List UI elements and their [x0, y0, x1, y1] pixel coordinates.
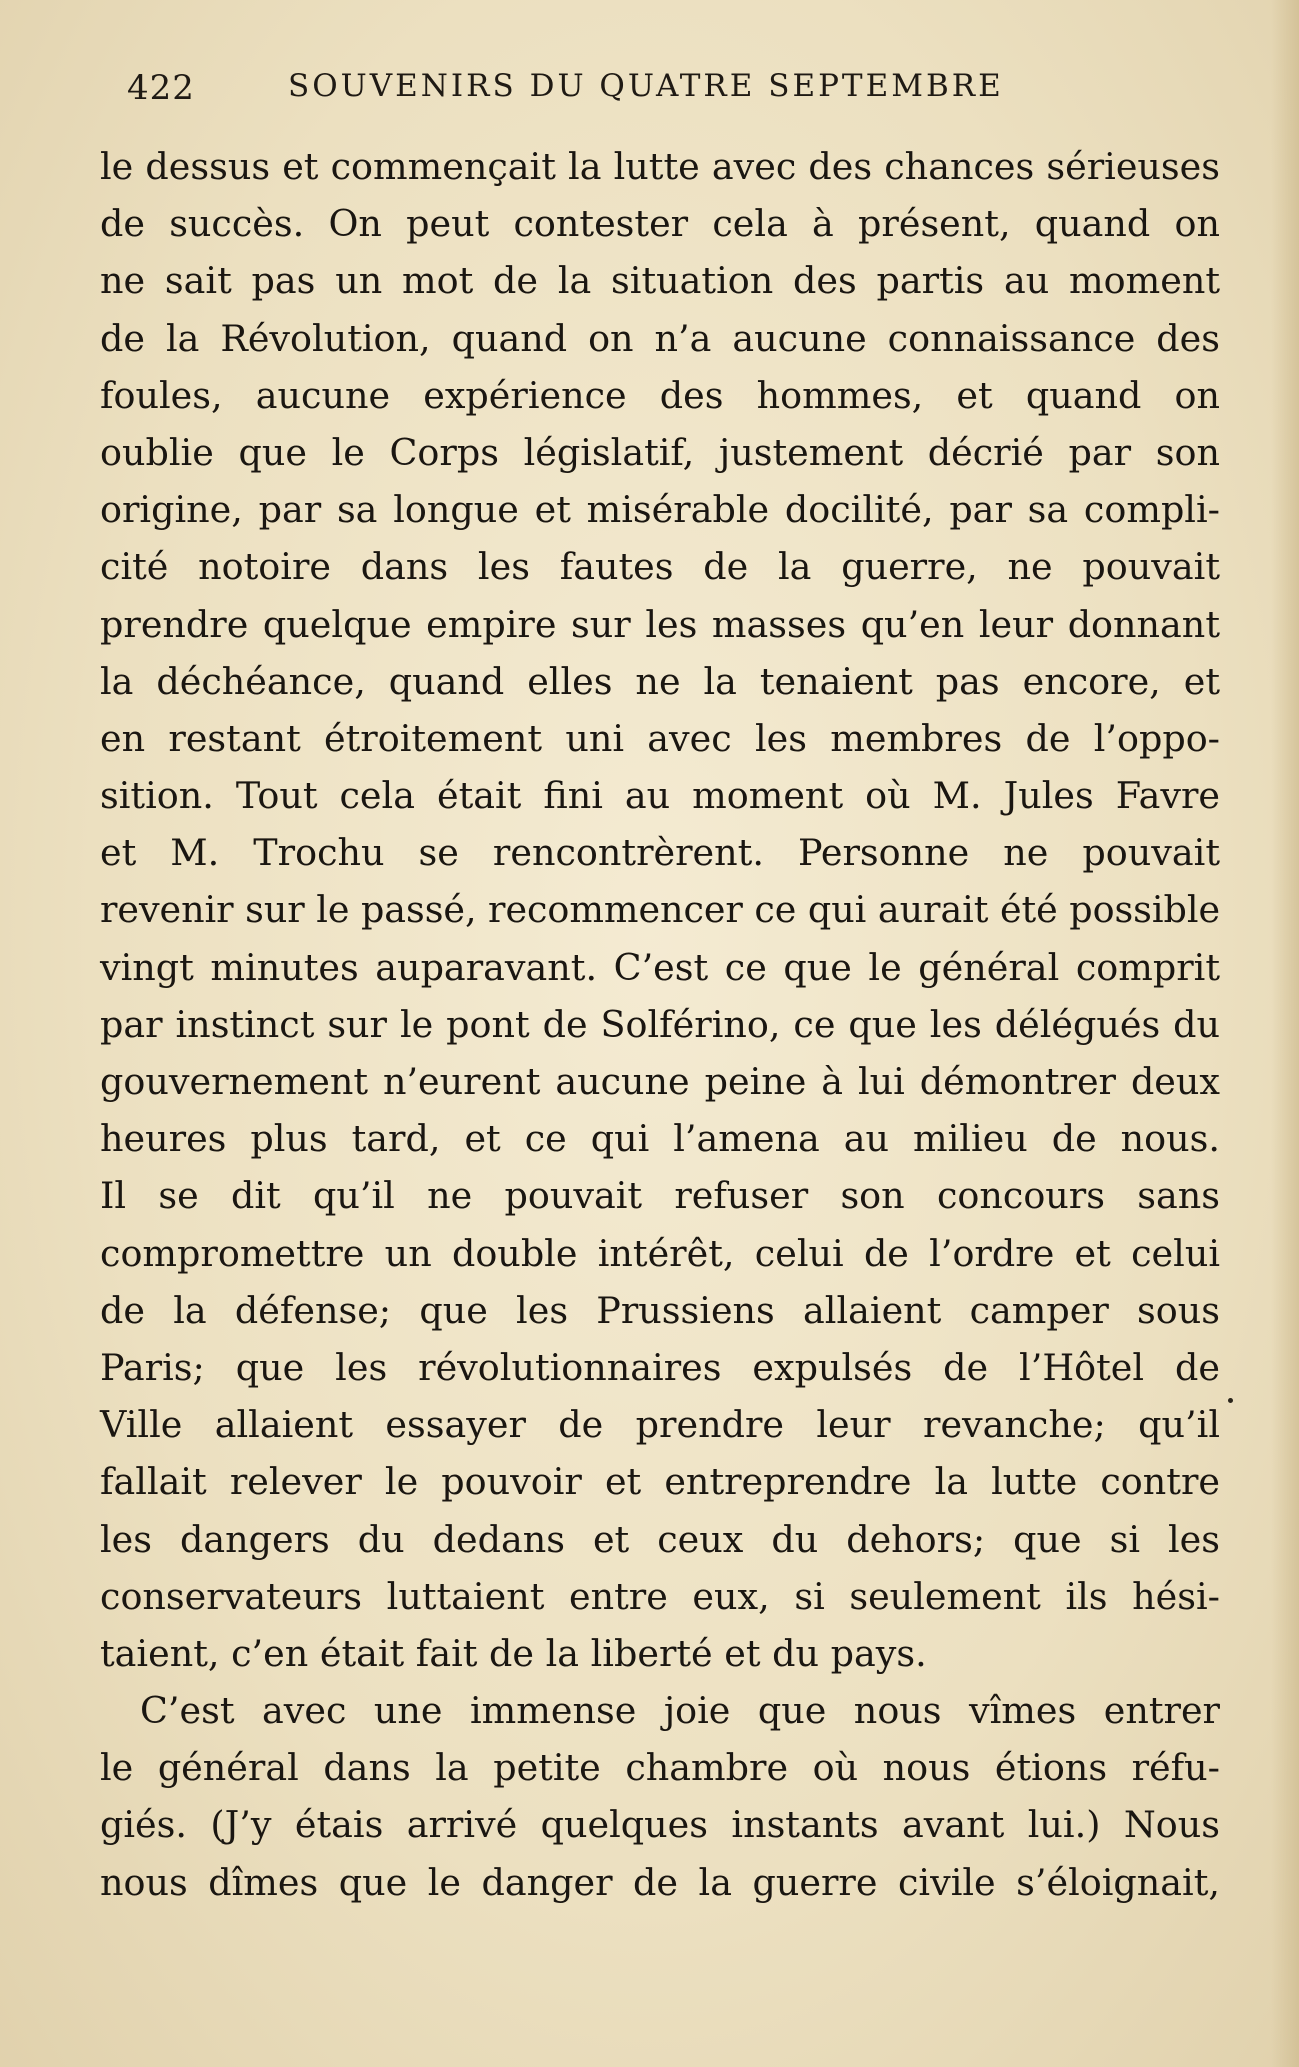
text-line: nous dîmes que le danger de la guerre civile s’éloignait,	[100, 1860, 1220, 1904]
ink-speck	[1228, 1398, 1233, 1403]
text-line: et M. Trochu se rencontrèrent. Personne ne pouvait	[100, 831, 1220, 875]
text-line: de la défense; que les Prussiens allaient camper sous	[100, 1288, 1220, 1332]
paragraph-start-line: C’est avec une immense joie que nous vîmes entrer	[140, 1689, 1220, 1733]
text-line: Ville allaient essayer de prendre leur revanche; qu’il	[100, 1403, 1220, 1447]
text-line: revenir sur le passé, recommencer ce qui aurait été possible	[100, 888, 1220, 932]
text-line: foules, aucune expérience des hommes, et quand on	[100, 373, 1220, 417]
text-line: gouvernement n’eurent aucune peine à lui démontrer deux	[100, 1060, 1220, 1103]
running-head	[122, 64, 1052, 114]
text-line: de succès. On peut contester cela à présent, quand on	[100, 202, 1220, 246]
text-line: ne sait pas un mot de la situation des partis au moment	[100, 259, 1220, 303]
text-line: en restant étroitement uni avec les membres de l’oppo-	[100, 716, 1220, 760]
text-line: prendre quelque empire sur les masses qu’en leur donnant	[100, 602, 1220, 646]
text-line: sition. Tout cela était fini au moment où M. Jules Favre	[100, 774, 1220, 818]
text-line: compromettre un double intérêt, celui de l’ordre et celui	[100, 1231, 1220, 1275]
body-text	[100, 138, 1220, 1911]
text-line: cité notoire dans les fautes de la guerre, ne pouvait	[100, 545, 1220, 589]
text-line: heures plus tard, et ce qui l’amena au milieu de nous.	[100, 1117, 1220, 1161]
text-line: les dangers du dedans et ceux du dehors; que si les	[100, 1517, 1220, 1561]
text-line: oublie que le Corps législatif, justement décrié par son	[100, 430, 1220, 474]
text-line: le général dans la petite chambre où nous étions réfu-	[100, 1746, 1220, 1790]
text-line: Paris; que les révolutionnaires expulsés de l’Hôtel de	[100, 1345, 1220, 1389]
text-line: Il se dit qu’il ne pouvait refuser son concours sans	[100, 1174, 1220, 1218]
text-line: vingt minutes auparavant. C’est ce que le général comprit	[100, 945, 1220, 989]
text-line: par instinct sur le pont de Solférino, ce que les délégués du	[100, 1002, 1220, 1046]
text-line: fallait relever le pouvoir et entreprendre la lutte contre	[100, 1460, 1220, 1504]
paragraph-end-line: taient, c’en était fait de la liberté et du pays.	[100, 1631, 927, 1675]
text-line: conservateurs luttaient entre eux, si seulement ils hési-	[100, 1574, 1220, 1618]
text-line: origine, par sa longue et misérable docilité, par sa compli-	[100, 488, 1220, 532]
page-edge-shadow	[1271, 0, 1299, 2067]
text-line: de la Révolution, quand on n’a aucune connaissance des	[100, 316, 1220, 360]
text-line: le dessus et commençait la lutte avec des chances sérieuses	[100, 145, 1220, 188]
text-line: giés. (J’y étais arrivé quelques instants avant lui.) Nous	[100, 1803, 1220, 1847]
text-line: la déchéance, quand elles ne la tenaient pas encore, et	[100, 659, 1220, 703]
page-number: 422	[127, 68, 195, 108]
running-title: SOUVENIRS DU QUATRE SEPTEMBRE	[288, 68, 1004, 104]
